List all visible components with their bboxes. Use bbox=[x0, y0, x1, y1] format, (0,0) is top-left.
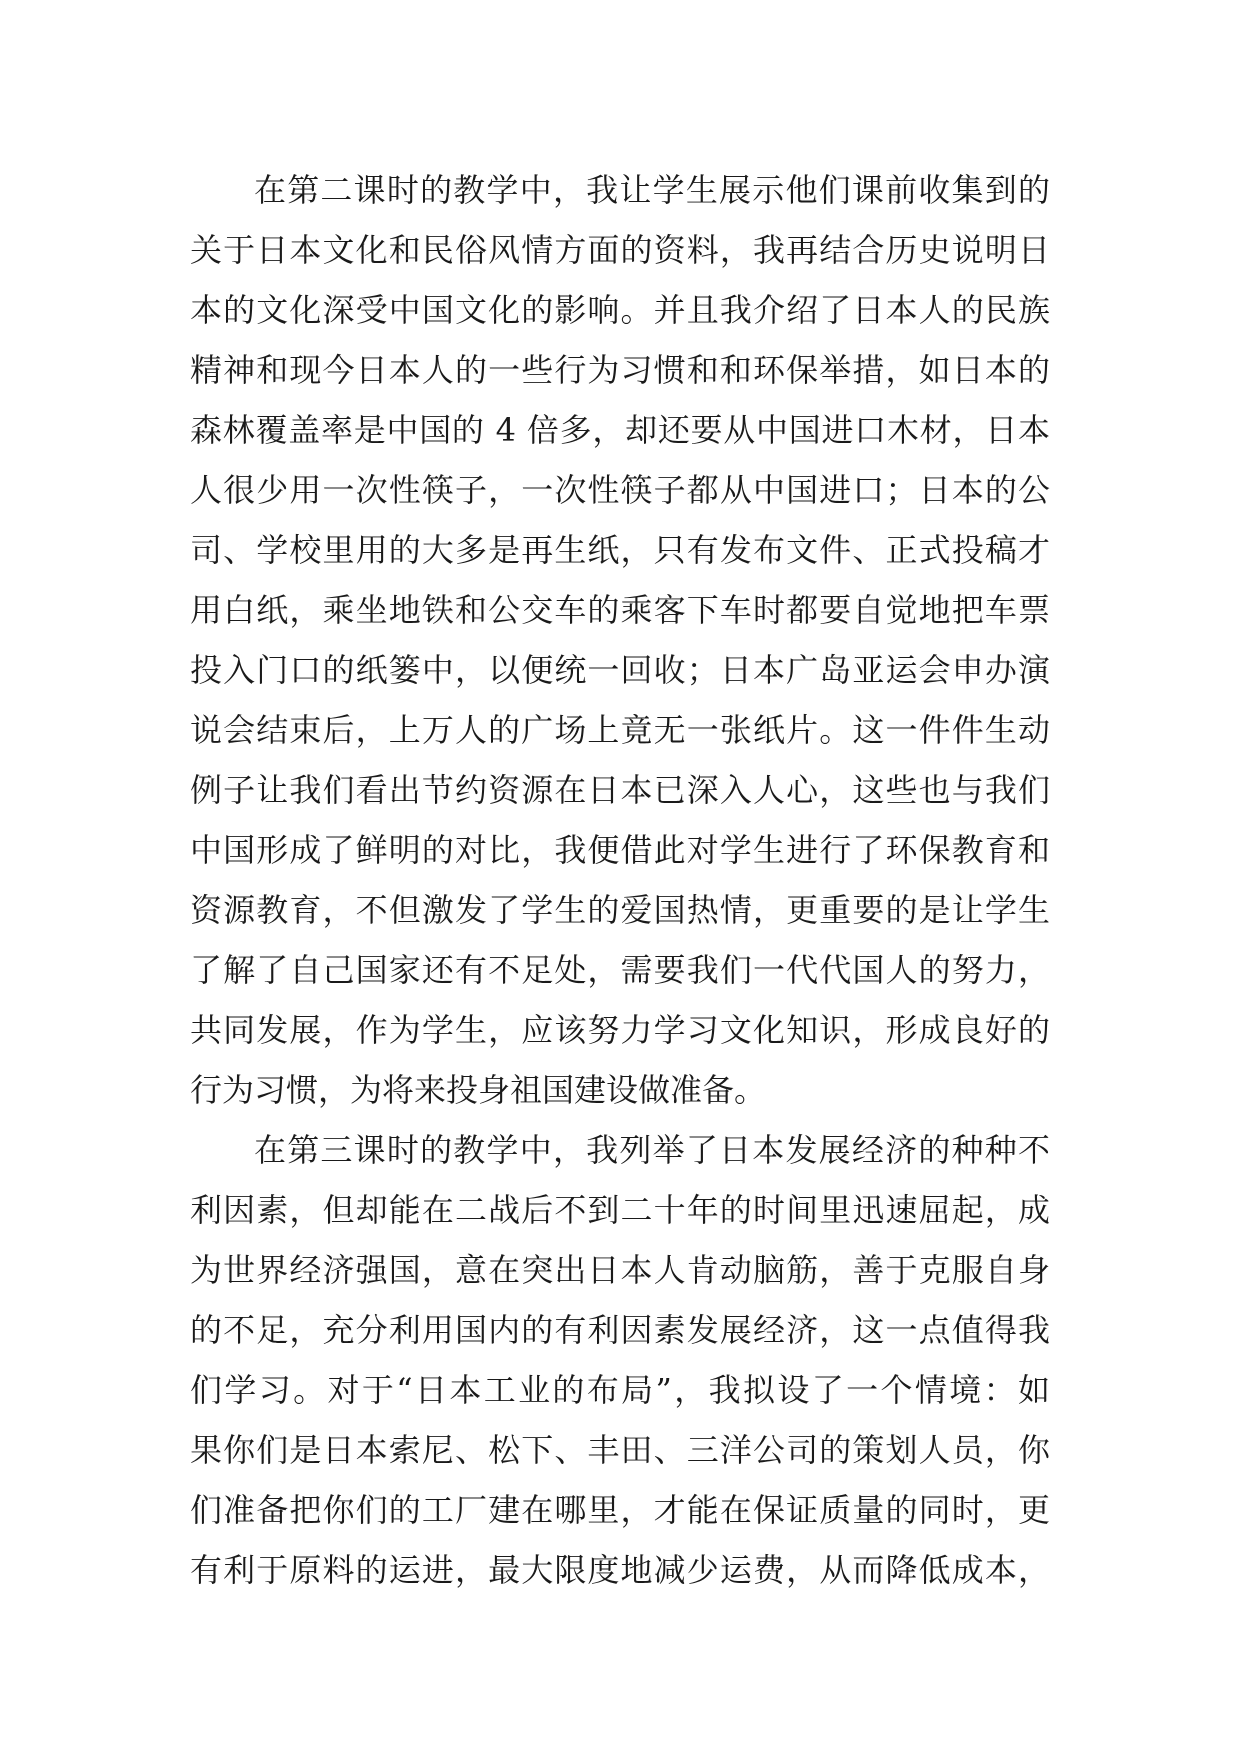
paragraph-1 bbox=[190, 160, 1050, 1120]
paragraph-line: 果你们是日本索尼、松下、丰田、三洋公司的策划人员，你 bbox=[190, 1431, 1050, 1469]
paragraph-line: 利因素，但却能在二战后不到二十年的时间里迅速屈起，成 bbox=[190, 1191, 1050, 1229]
paragraph-line: 本的文化深受中国文化的影响。并且我介绍了日本人的民族 bbox=[190, 291, 1050, 329]
paragraph-line: 资源教育，不但激发了学生的爱国热情，更重要的是让学生 bbox=[190, 891, 1050, 929]
paragraph-line: 在第三课时的教学中，我列举了日本发展经济的种种不 bbox=[254, 1131, 1050, 1169]
paragraph-line: 中国形成了鲜明的对比，我便借此对学生进行了环保教育和 bbox=[190, 831, 1050, 869]
paragraph-line: 行为习惯，为将来投身祖国建设做准备。 bbox=[190, 1071, 767, 1109]
paragraph-line: 在第二课时的教学中，我让学生展示他们课前收集到的 bbox=[254, 171, 1050, 209]
document-body bbox=[190, 160, 1050, 1600]
paragraph-line: 关于日本文化和民俗风情方面的资料，我再结合历史说明日 bbox=[190, 231, 1050, 269]
paragraph-line: 的不足，充分利用国内的有利因素发展经济，这一点值得我 bbox=[190, 1311, 1050, 1349]
paragraph-2 bbox=[190, 1120, 1050, 1600]
paragraph-line: 们准备把你们的工厂建在哪里，才能在保证质量的同时，更 bbox=[190, 1491, 1050, 1529]
paragraph-line: 投入门口的纸篓中，以便统一回收；日本广岛亚运会申办演 bbox=[190, 651, 1050, 689]
paragraph-line: 精神和现今日本人的一些行为习惯和和环保举措，如日本的 bbox=[190, 351, 1050, 389]
paragraph-line: 说会结束后，上万人的广场上竟无一张纸片。这一件件生动 bbox=[190, 711, 1050, 749]
paragraph-line: 森林覆盖率是中国的 4 倍多，却还要从中国进口木材，日本 bbox=[190, 411, 1050, 449]
paragraph-line: 用白纸，乘坐地铁和公交车的乘客下车时都要自觉地把车票 bbox=[190, 591, 1050, 629]
paragraph-line: 有利于原料的运进，最大限度地减少运费，从而降低成本， bbox=[190, 1551, 1050, 1589]
paragraph-line: 了解了自己国家还有不足处，需要我们一代代国人的努力， bbox=[190, 951, 1050, 989]
paragraph-line: 人很少用一次性筷子，一次性筷子都从中国进口；日本的公 bbox=[190, 471, 1050, 509]
paragraph-line: 为世界经济强国，意在突出日本人肯动脑筋，善于克服自身 bbox=[190, 1251, 1050, 1289]
paragraph-line: 司、学校里用的大多是再生纸，只有发布文件、正式投稿才 bbox=[190, 531, 1050, 569]
paragraph-line: 共同发展，作为学生，应该努力学习文化知识，形成良好的 bbox=[190, 1011, 1050, 1049]
paragraph-line: 例子让我们看出节约资源在日本已深入人心，这些也与我们 bbox=[190, 771, 1050, 809]
paragraph-line: 们学习。对于“日本工业的布局”，我拟设了一个情境：如 bbox=[190, 1371, 1050, 1409]
